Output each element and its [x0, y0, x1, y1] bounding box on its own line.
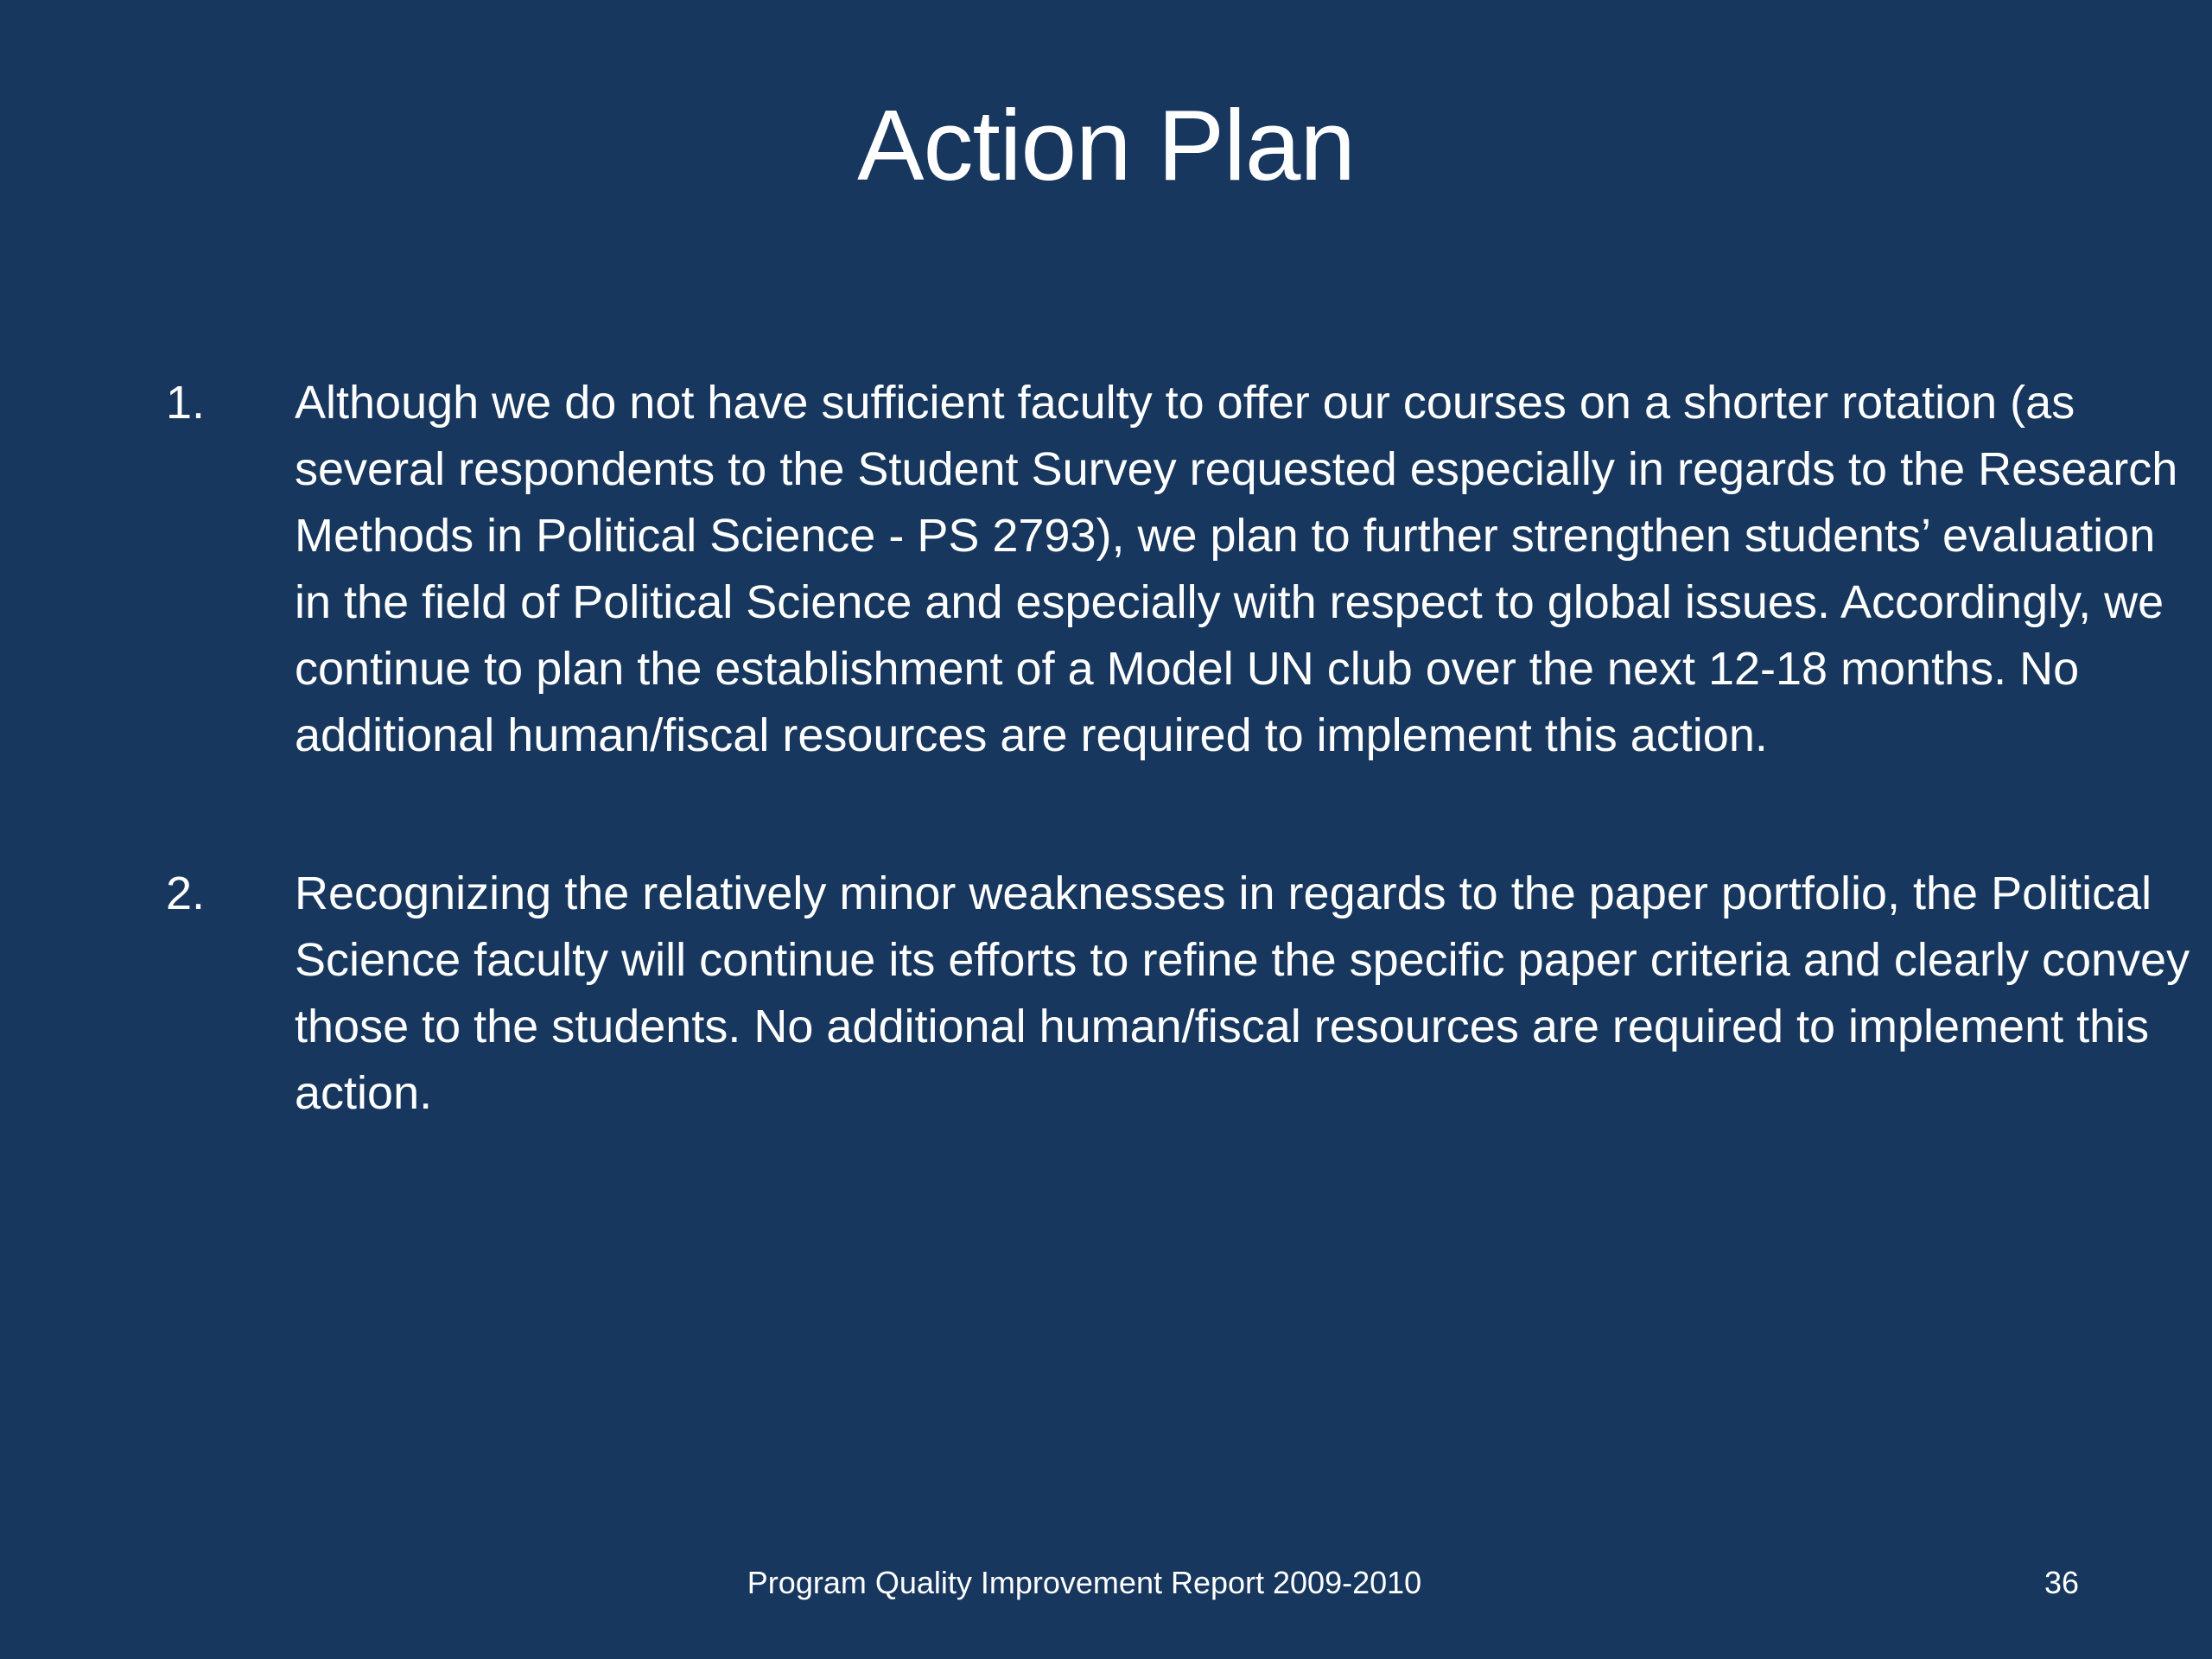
- action-text: Although we do not have sufficient faculty to offer our courses on a shorter rotation (as several respondents to the Student Survey requested especially in regards to the Research Methods in Political Science - PS 2793), we plan to further strengthen students’ evaluation in the field of Political Science and especially with respect to global issues. Accordingly, we continue to plan the establishment of a Model UN club over the next 12-18 months. No additional human/fiscal resources are required to implement this action.: [295, 377, 2178, 761]
- footer-report: Program Quality Improvement Report 2009-2010: [747, 1565, 1422, 1600]
- slide-title: Action Plan: [857, 89, 1355, 201]
- action-number: 1.: [166, 377, 206, 429]
- action-number: 2.: [166, 868, 206, 919]
- action-list: [166, 370, 2190, 1127]
- action-item: [166, 861, 2190, 1127]
- page-number: 36: [2044, 1565, 2079, 1600]
- action-item: [166, 370, 2178, 769]
- action-text: Recognizing the relatively minor weaknesses in regards to the paper portfolio, the Political Science faculty will continue its efforts to refine the specific paper criteria and clearly convey those to the students. No additional human/fiscal resources are required to implement this action.: [295, 868, 2190, 1119]
